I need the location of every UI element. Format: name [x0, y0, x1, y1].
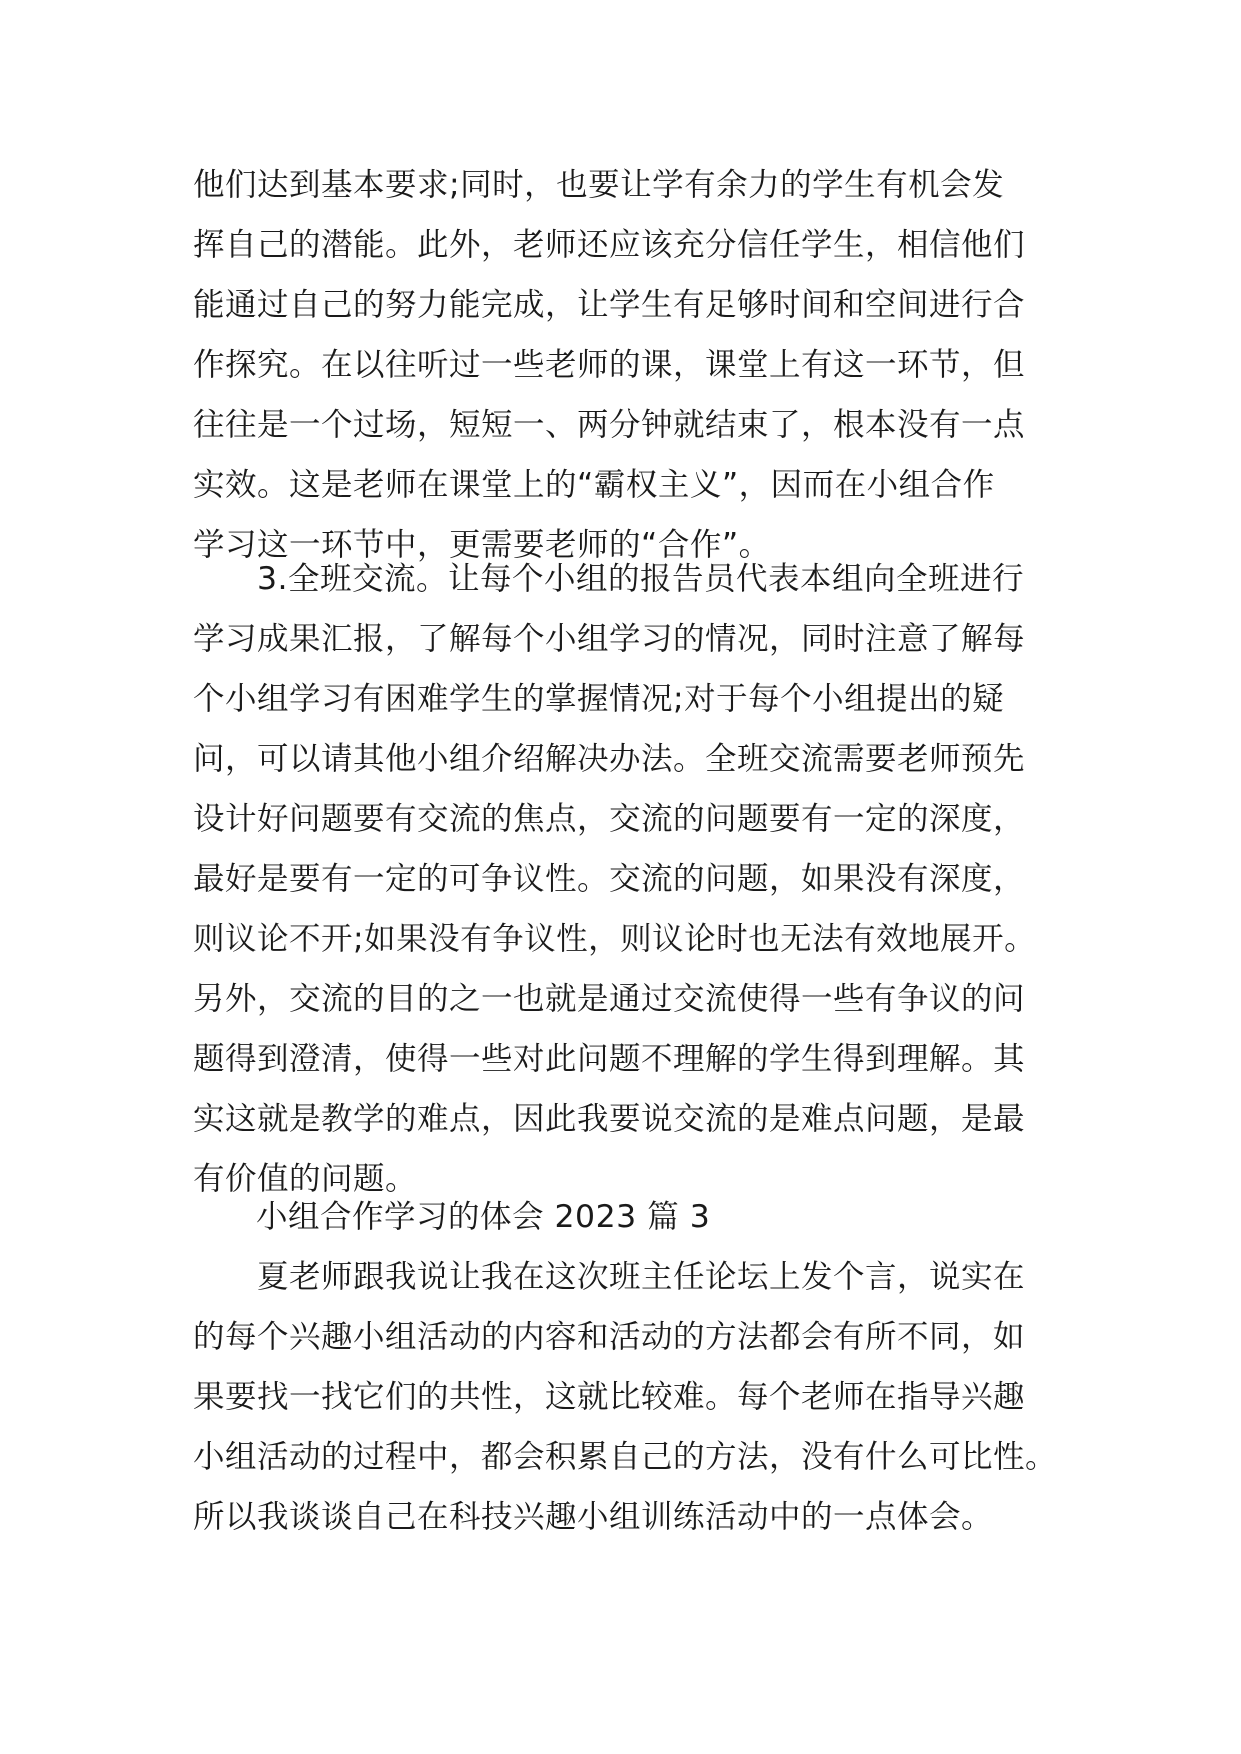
text-line: 设计好问题要有交流的焦点，交流的问题要有一定的深度， — [193, 801, 1026, 837]
text-line: 的每个兴趣小组活动的内容和活动的方法都会有所不同，如 — [193, 1319, 1026, 1355]
text-line: 学习这一环节中，更需要老师的“合作”。 — [193, 527, 771, 563]
text-line: 则议论不开;如果没有争议性，则议论时也无法有效地展开。 — [193, 921, 1037, 957]
text-line: 题得到澄清，使得一些对此问题不理解的学生得到理解。其 — [193, 1041, 1026, 1077]
paragraph-1 — [193, 155, 1073, 575]
text-line: 挥自己的潜能。此外，老师还应该充分信任学生，相信他们 — [193, 227, 1026, 263]
text-line: 最好是要有一定的可争议性。交流的问题，如果没有深度， — [193, 861, 1026, 897]
text-line: 个小组学习有困难学生的掌握情况;对于每个小组提出的疑 — [193, 681, 1005, 717]
text-line: 实这就是教学的难点，因此我要说交流的是难点问题，是最 — [193, 1101, 1026, 1137]
text-line: 小组活动的过程中，都会积累自己的方法，没有什么可比性。 — [193, 1439, 1058, 1475]
text-line: 夏老师跟我说让我在这次班主任论坛上发个言，说实在 — [193, 1259, 1026, 1295]
text-line: 另外，交流的目的之一也就是通过交流使得一些有争议的问 — [193, 981, 1026, 1017]
text-line: 往往是一个过场，短短一、两分钟就结束了，根本没有一点 — [193, 407, 1026, 443]
text-line: 作探究。在以往听过一些老师的课，课堂上有这一环节，但 — [193, 347, 1026, 383]
text-line: 学习成果汇报，了解每个小组学习的情况，同时注意了解每 — [193, 621, 1026, 657]
paragraph-2 — [193, 549, 1073, 1209]
text-line: 他们达到基本要求;同时，也要让学有余力的学生有机会发 — [193, 167, 1005, 203]
text-line: 问，可以请其他小组介绍解决办法。全班交流需要老师预先 — [193, 741, 1026, 777]
text-line: 实效。这是老师在课堂上的“霸权主义”，因而在小组合作 — [193, 467, 995, 503]
text-line: 有价值的问题。 — [193, 1161, 418, 1197]
text-line: 所以我谈谈自己在科技兴趣小组训练活动中的一点体会。 — [193, 1499, 994, 1535]
paragraph-3 — [193, 1247, 1073, 1547]
text-line: 能通过自己的努力能完成，让学生有足够时间和空间进行合 — [193, 287, 1026, 323]
section-heading: 小组合作学习的体会 2023 篇 3 — [256, 1199, 711, 1235]
text-line: 3.全班交流。让每个小组的报告员代表本组向全班进行 — [193, 561, 1025, 597]
text-line: 果要找一找它们的共性，这就比较难。每个老师在指导兴趣 — [193, 1379, 1026, 1415]
